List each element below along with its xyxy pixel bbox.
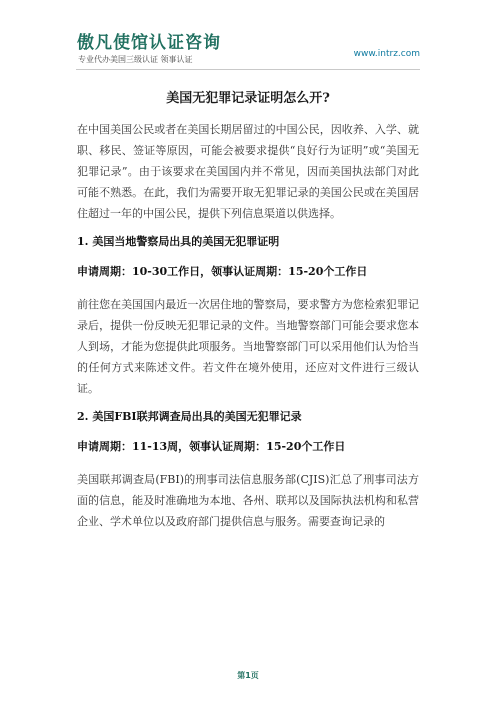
document-title: 美国无犯罪记录证明怎么开? xyxy=(166,91,330,106)
intro-paragraph: 在中国美国公民或者在美国长期居留过的中国公民，因收养、入学、就职、移民、签证等原因，可能会被要求提供“良好行为证明”或“美国无犯罪记录”。由于该要求在美国国内并不常见，因而美国执法部门对此可能不熟悉。在此，我们为需要开取无犯罪记录的美国公民或在美国居住超过一年的中国公民，提供下列信息渠道以供选择。 xyxy=(77,123,419,220)
website-link[interactable]: www.intrz.com xyxy=(353,49,420,59)
section-body-1: 前往您在美国国内最近一次居住地的警察局，要求警方为您检索犯罪记录后，提供一份反映无犯罪记录的文件。当地警察部门可能会要求您本人到场，才能为您提供此项服务。当地警察部门可以采用他们认为恰当的任何方式来陈述文件。若文件在境外使用，还应对文件进行三级认证。 xyxy=(77,298,419,395)
document-body xyxy=(77,119,419,540)
section-heading-1: 1. 美国当地警察局出具的美国无犯罪证明 xyxy=(77,235,280,248)
section-body-2: 美国联邦调查局(FBI)的刑事司法信息服务部(CJIS)汇总了刑事司法方面的信息，能及时准确地为本地、各州、联邦以及国际执法机构和私营企业、学术单位以及政府部门提供信息与服务。需要查询记录的 xyxy=(77,473,419,528)
section-period-2: 申请周期：11-13周，领事认证周期：15-20个工作日 xyxy=(77,440,346,453)
section-period-1: 申请周期：10-30工作日，领事认证周期：15-20个工作日 xyxy=(77,265,368,278)
section-heading-2: 2. 美国FBI联邦调查局出具的美国无犯罪记录 xyxy=(77,410,302,423)
page-header xyxy=(0,0,496,78)
company-logo: 傲凡使馆认证咨询 xyxy=(77,33,221,53)
page-number: 第1页 xyxy=(237,671,259,680)
company-tagline: 专业代办美国三级认证 领事认证 xyxy=(78,55,193,64)
header-divider xyxy=(76,69,420,70)
